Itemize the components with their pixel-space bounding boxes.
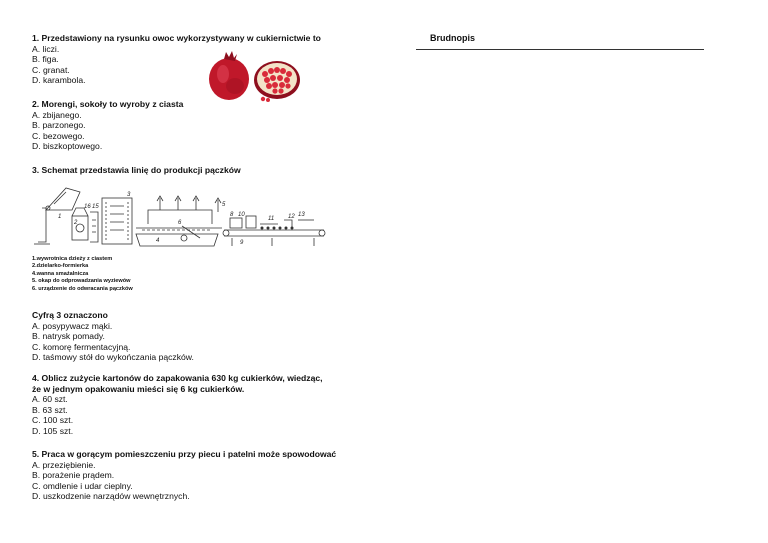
question-1-option-c: C. granat. xyxy=(32,64,70,75)
legend-item: 5. okap do odprowadzania wyziewów xyxy=(32,278,131,285)
pomegranate-image xyxy=(205,50,305,102)
diagram-number-6: 6 xyxy=(178,220,182,226)
diagram-number-2: 2 xyxy=(74,220,78,226)
question-4 xyxy=(32,373,323,437)
question-2 xyxy=(32,99,183,152)
diagram-number-15: 15 xyxy=(92,204,99,210)
question-2-title: 2. Morengi, sokoły to wyroby z ciasta xyxy=(32,99,184,109)
diagram-number-10: 10 xyxy=(238,212,245,218)
question-1-option-b: B. figa. xyxy=(32,54,59,65)
question-5 xyxy=(32,449,336,502)
diagram-number-9: 9 xyxy=(240,240,244,246)
question-3-option-a: A. posypywacz mąki. xyxy=(32,320,113,331)
diagram-number-1: 1 xyxy=(58,214,62,220)
legend-item: 6. urządzenie do odwracania pączków xyxy=(32,285,133,292)
question-3-title: 3. Schemat przedstawia linię do produkcji pączków xyxy=(32,165,241,175)
question-3-option-b: B. natrysk pomady. xyxy=(32,331,105,342)
legend-item: 2.dzielarko-formierka xyxy=(32,263,89,270)
diagram-number-4: 4 xyxy=(156,238,160,244)
question-5-option-c: C. omdlenie i udar cieplny. xyxy=(32,480,133,491)
legend-item: 1.wywrotnica dzieży z ciastem xyxy=(32,256,113,262)
scratch-label: Brudnopis xyxy=(430,33,475,43)
question-2-option-c: C. bezowego. xyxy=(32,130,85,141)
scratch-divider xyxy=(416,49,704,50)
question-4-option-c: C. 100 szt. xyxy=(32,415,74,426)
question-3 xyxy=(32,165,241,176)
question-2-option-d: D. biszkoptowego. xyxy=(32,141,103,152)
diagram-legend xyxy=(32,256,133,293)
diagram-number-12: 12 xyxy=(288,214,295,220)
question-5-option-d: D. uszkodzenie narządów wewnętrznych. xyxy=(32,491,190,502)
question-5-option-a: A. przeziębienie. xyxy=(32,459,96,470)
question-5-title: 5. Praca w gorącym pomieszczeniu przy piecu i patelni może spowodować xyxy=(32,449,337,459)
question-3-sub xyxy=(32,310,194,363)
question-4-title-line-1: 4. Oblicz zużycie kartonów do zapakowania 630 kg cukierków, wiedząc, xyxy=(32,373,323,383)
question-1-option-a: A. liczi. xyxy=(32,43,60,54)
question-2-option-b: B. parzonego. xyxy=(32,120,86,131)
question-3-option-c: C. komorę fermentacyjną. xyxy=(32,341,131,352)
question-1-title: 1. Przedstawiony na rysunku owoc wykorzystywany w cukiernictwie to xyxy=(32,33,321,43)
diagram-number-3: 3 xyxy=(127,192,131,198)
question-5-option-b: B. porażenie prądem. xyxy=(32,470,115,481)
donut-production-line-diagram xyxy=(32,180,332,252)
diagram-number-8: 8 xyxy=(230,212,234,218)
question-3-option-d: D. taśmowy stół do wykończania pączków. xyxy=(32,352,194,363)
question-2-option-a: A. zbijanego. xyxy=(32,109,82,120)
legend-item: 4.wanna smażalnicza xyxy=(32,270,89,277)
diagram-number-13: 13 xyxy=(298,212,305,218)
diagram-number-16: 16 xyxy=(84,204,91,210)
question-4-title-line-2: że w jednym opakowaniu mieści się 6 kg cukierków. xyxy=(32,383,245,394)
question-4-option-a: A. 60 szt. xyxy=(32,394,68,405)
diagram-number-5: 5 xyxy=(222,202,226,208)
question-4-option-b: B. 63 szt. xyxy=(32,404,68,415)
diagram-number-11: 11 xyxy=(268,216,275,222)
question-4-option-d: D. 105 szt. xyxy=(32,425,74,436)
question-3-sub-title: Cyfrą 3 oznaczono xyxy=(32,310,108,320)
question-1-option-d: D. karambola. xyxy=(32,75,86,86)
